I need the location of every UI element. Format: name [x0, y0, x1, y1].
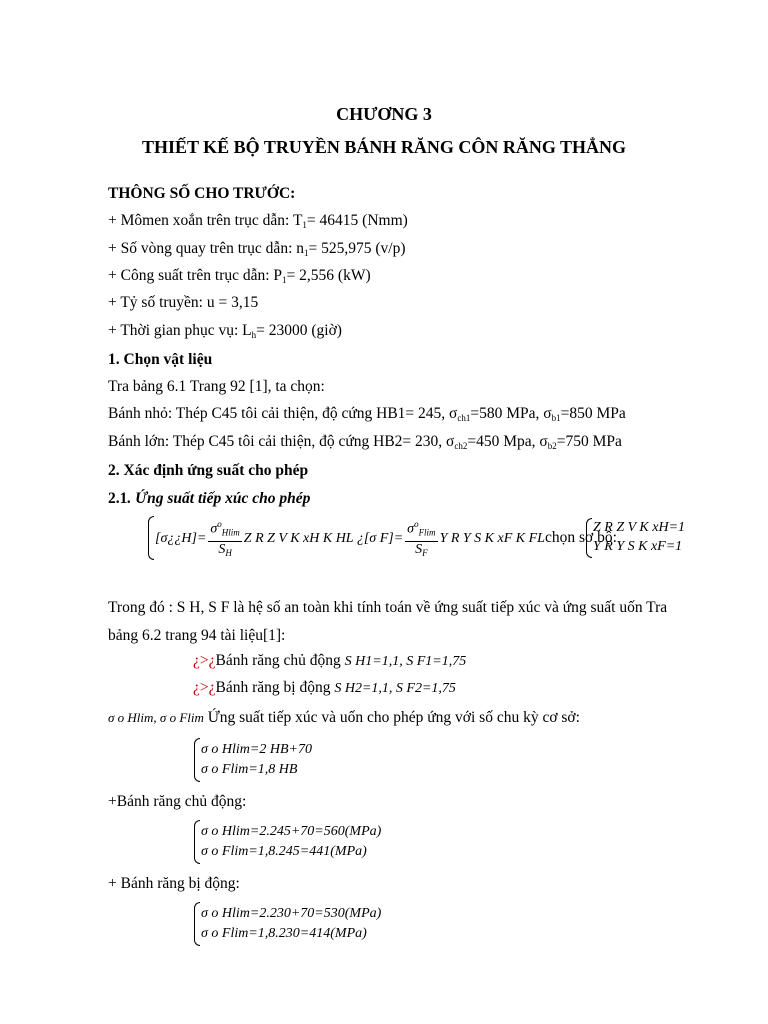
- equation-brace: [148, 516, 154, 560]
- drive-gear-title: +Bánh răng chủ động:: [108, 793, 247, 810]
- preliminary-factors: Z R Z V K xH=1 Y R Y S K xF=1: [593, 520, 686, 554]
- where-line-1: Trong đó : S H, S F là hệ số an toàn khi tính toán về ứng suất tiếp xúc và ứng suất uốn Tra: [108, 599, 668, 616]
- material-small-gear: Bánh nhỏ: Thép C45 tôi cải thiện, độ cứng HB1= 245, $\sigma_{ch1}=580$ MPa, $\sigma_{b1}=850$ MPa: [108, 405, 626, 423]
- chapter-title: THIẾT KẾ BỘ TRUYỀN BÁNH RĂNG CÔN RĂNG THẲNG: [141, 137, 627, 157]
- given-speed: + Số vòng quay trên trục dẫn: $n_1= 525,975$ (v/p): [108, 240, 406, 258]
- driven-gear-values: σ o Hlim=2.230+70=530(MPa) σ o Flim=1,8.230=414(MPa): [201, 906, 382, 941]
- allowable-title: 2. Xác định ứng suất cho phép: [108, 462, 309, 479]
- case-brace: [586, 518, 592, 558]
- given-torque: + Mômen xoắn trên trục dẫn: $T_1= 46415$ (Nmm): [108, 212, 408, 230]
- given-power: + Công suất trên trục dẫn: $P_1= 2,556$ (kW): [108, 267, 371, 285]
- driven-gear-safety: ¿>¿Bánh răng bị động S H2=1,1, S F2=1,75: [193, 679, 456, 696]
- base-brace: [194, 738, 200, 782]
- material-large-gear: Bánh lớn: Thép C45 tôi cải thiện, độ cứng HB2= 230, $\sigma_{ch2}=450$ Mpa, $\sigma_{b2}=750$ MPa: [108, 433, 622, 451]
- given-title: THÔNG SỐ CHO TRƯỚC:: [108, 185, 296, 202]
- material-line: Tra bảng 6.1 Trang 92 [1], ta chọn:: [108, 378, 325, 395]
- given-ratio: + Tỷ số truyền: u = 3,15: [108, 294, 259, 311]
- where-line-2: bảng 6.2 trang 94 tài liệu[1]:: [108, 627, 286, 644]
- chapter-heading: CHƯƠNG 3: [336, 104, 432, 124]
- contact-stress-title: 2.1. Ứng suất tiếp xúc cho phép: [108, 490, 311, 507]
- given-service-time: + Thời gian phục vụ: $L_h= 23000$ (giờ): [108, 322, 342, 340]
- material-title: 1. Chọn vật liệu: [108, 351, 213, 368]
- drive-brace: [194, 820, 200, 864]
- driven-brace: [194, 902, 200, 946]
- drive-gear-safety: ¿>¿Bánh răng chủ động S H1=1,1, S F1=1,75: [193, 652, 467, 669]
- drive-gear-values: σ o Hlim=2.245+70=560(MPa) σ o Flim=1,8.245=441(MPa): [201, 824, 382, 859]
- base-formulas: σ o Hlim=2 HB+70 σ o Flim=1,8 HB: [201, 742, 312, 777]
- allowable-stress-equation: [σ¿¿H]= $\frac{\sigma^o_{Hlim}}{S_H}$ Z R Z V K xH K HL ¿[σ F]= $\frac{\sigma^o_{Flim}}{S_F}$ Y R Y S K xF K FLchọn sơ bộ:: [155, 519, 617, 558]
- driven-gear-title: + Bánh răng bị động:: [108, 875, 240, 892]
- base-stress-line: σ o Hlim, σ o Flim Ứng suất tiếp xúc và uốn cho phép ứng với số chu kỳ cơ sở:: [108, 709, 580, 726]
